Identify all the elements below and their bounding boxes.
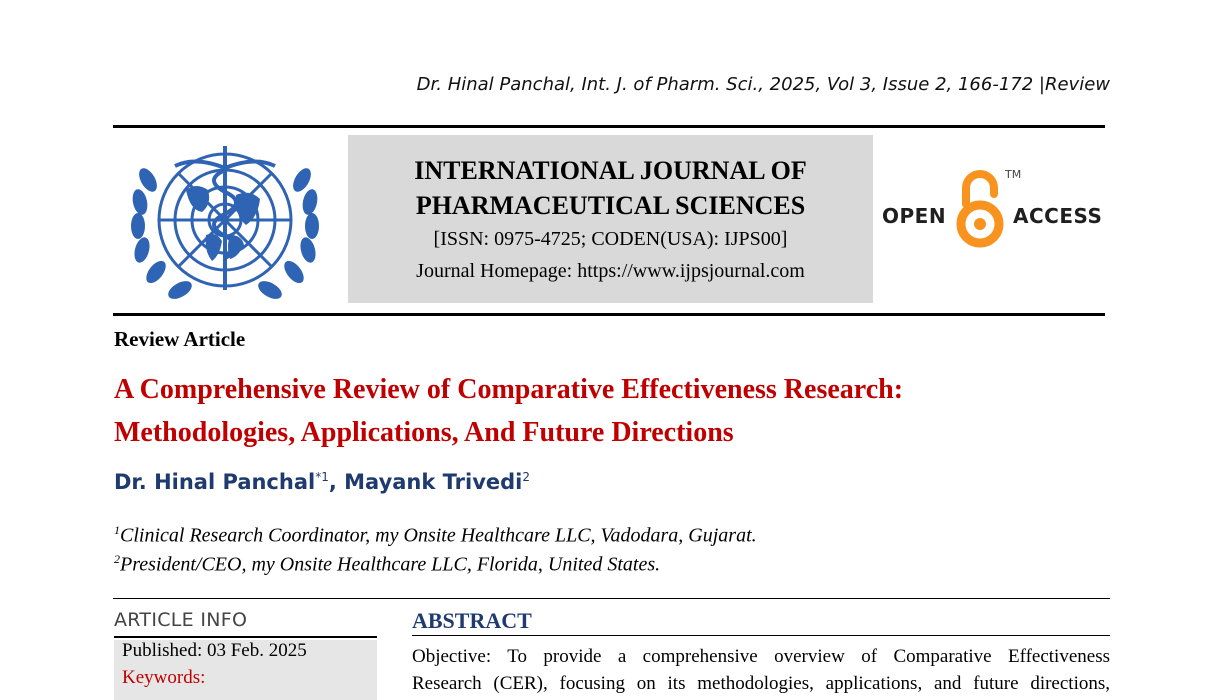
affiliation-1 <box>114 523 757 548</box>
keywords-label: Keywords: <box>122 667 206 688</box>
abstract-text <box>412 643 1110 697</box>
article-title-line2: Methodologies, Applications, And Future Directions <box>114 417 734 448</box>
journal-title-line2: PHARMACEUTICAL SCIENCES <box>415 191 806 220</box>
abstract-line: Research (CER), focusing on its methodologies, applications, and future directions, <box>412 673 1110 694</box>
abstract-heading: ABSTRACT <box>412 608 532 633</box>
open-access-access-text: ACCESS <box>1013 204 1103 228</box>
affiliation-2 <box>114 552 660 577</box>
article-info-heading: ARTICLE INFO <box>114 609 248 631</box>
affiliation-text: Clinical Research Coordinator, my Onsite Healthcare LLC, Vadodara, Gujarat. <box>120 524 757 547</box>
author-separator: , <box>328 470 345 494</box>
article-type: Review Article <box>114 327 246 351</box>
running-head: Dr. Hinal Panchal, Int. J. of Pharm. Sci., 2025, Vol 3, Issue 2, 166-172 |Review <box>416 74 1110 95</box>
journal-title-line1: INTERNATIONAL JOURNAL OF <box>414 156 807 185</box>
author-affiliation-marker: 2 <box>522 470 531 484</box>
open-access-open-text: OPEN <box>882 204 947 228</box>
trademark-mark: TM <box>1005 168 1022 181</box>
un-emblem-logo <box>126 140 324 306</box>
affiliation-number: 2 <box>114 552 120 566</box>
published-date: Published: 03 Feb. 2025 <box>122 640 307 661</box>
journal-homepage: Journal Homepage: https://www.ijpsjournal.com <box>416 260 805 282</box>
article-info-rule <box>114 636 377 638</box>
abstract-line: Objective: To provide a comprehensive overview of Comparative Effectiveness <box>412 646 1110 667</box>
article-title-line1: A Comprehensive Review of Comparative Effectiveness Research: <box>114 374 904 405</box>
author-name: Mayank Trivedi <box>344 470 523 494</box>
journal-banner <box>348 135 873 303</box>
author-name: Dr. Hinal Panchal <box>114 470 316 494</box>
affiliation-number: 1 <box>114 523 120 537</box>
section-divider <box>113 598 1110 599</box>
author-affiliation-marker: *1 <box>315 470 329 484</box>
banner-bottom-rule <box>113 313 1105 316</box>
top-rule <box>113 125 1105 128</box>
abstract-rule <box>412 635 1110 636</box>
article-title <box>114 368 1074 454</box>
open-access-lock-icon <box>956 168 1004 250</box>
journal-issn: [ISSN: 0975-4725; CODEN(USA): IJPS00] <box>433 228 788 250</box>
open-access-logo <box>880 168 1108 252</box>
affiliation-text: President/CEO, my Onsite Healthcare LLC, Florida, United States. <box>120 553 661 576</box>
author-list <box>114 470 530 494</box>
